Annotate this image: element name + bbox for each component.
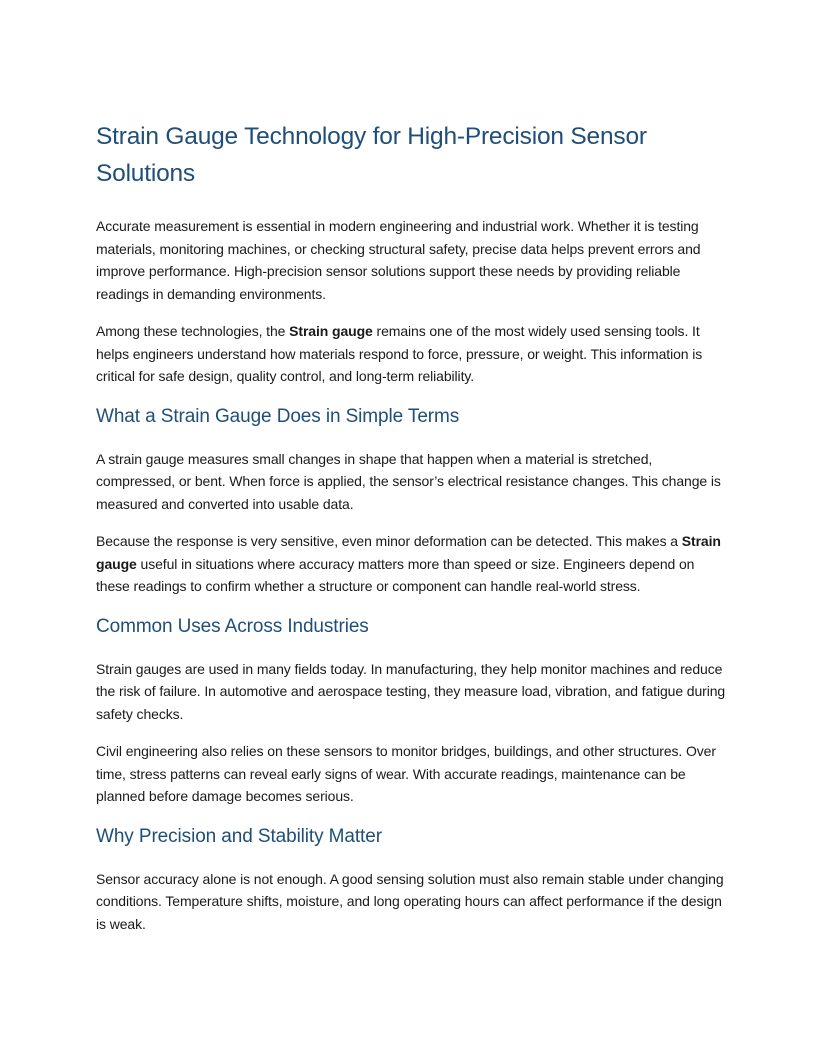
section1-paragraph-2: [96, 530, 726, 598]
section2-paragraph-2: Civil engineering also relies on these sensors to monitor bridges, buildings, and other structures. Over time, stress patterns can reveal early signs of wear. With accurate readings, maintenance can be planned before damage becomes serious.: [96, 743, 716, 804]
section1-paragraph-2-text-after: useful in situations where accuracy matters more than speed or size. Engineers depend on these readings to confirm whether a structure or component can handle real-world stress.: [96, 555, 695, 594]
section1-paragraph-2-text-before: Because the response is very sensitive, even minor deformation can be detected. This makes a: [96, 533, 682, 549]
section1-paragraph-2-bold-term: Strain gauge: [96, 533, 721, 572]
section-heading-what-it-does: What a Strain Gauge Does in Simple Terms: [96, 405, 460, 427]
section-heading-common-uses: Common Uses Across Industries: [96, 615, 369, 637]
intro-paragraph-2: [96, 320, 726, 388]
document-page: [96, 118, 726, 950]
section1-paragraph-1: A strain gauge measures small changes in shape that happen when a material is stretched, compressed, or bent. When force is applied, the sensor’s electrical resistance changes. This change is measured and converted into usable data.: [96, 450, 721, 512]
section-heading-precision-stability: Why Precision and Stability Matter: [96, 825, 382, 847]
intro-paragraph-2-text-before: Among these technologies, the: [96, 323, 290, 339]
intro-paragraph-2-text-after: remains one of the most widely used sensing tools. It helps engineers understand how materials respond to force, pressure, or weight. This information is critical for safe design, quality control, and long-term reliability.: [96, 323, 703, 384]
document-title: Strain Gauge Technology for High-Precision Sensor Solutions: [96, 123, 647, 187]
section3-paragraph-1: Sensor accuracy alone is not enough. A good sensing solution must also remain stable under changing conditions. Temperature shifts, moisture, and long operating hours can affect performance if the design is weak.: [96, 870, 724, 932]
intro-paragraph-1: Accurate measurement is essential in modern engineering and industrial work. Whether it is testing materials, monitoring machines, or checking structural safety, precise data helps prevent errors and improve performance. High-precision sensor solutions support these needs by providing reliable readings in demanding environments.: [96, 218, 701, 302]
intro-paragraph-2-bold-term: Strain gauge: [289, 323, 373, 339]
section2-paragraph-1: Strain gauges are used in many fields today. In manufacturing, they help monitor machines and reduce the risk of failure. In automotive and aerospace testing, they measure load, vibration, and fatigue during safety checks.: [96, 660, 726, 722]
